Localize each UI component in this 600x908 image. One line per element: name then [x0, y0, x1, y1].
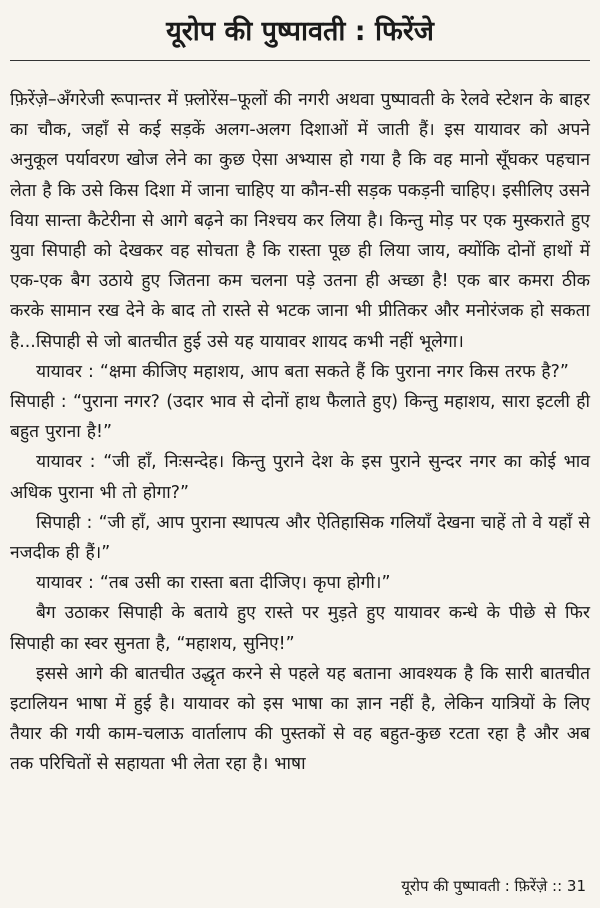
paragraph-1: फ़िरेंज़े–अँगरेजी रूपान्तर में फ़्लोरेंस–फूलों की नगरी अथवा पुष्पावती के रेलवे स्टेशन के बाहर का चौक, जहाँ से कई सड़कें अलग-अलग दिशाओं में जाती हैं। इस यायावर को अपने अनुकूल पर्यावरण खोज लेने का कुछ ऐसा अभ्यास हो गया है कि वह मानो सूँघकर पहचान लेता है कि उसे किस दिशा में जाना चाहिए या कौन-सी सड़क पकड़नी चाहिए। इसीलिए उसने विया सान्ता कैटेरीना से आगे बढ़ने का निश्चय कर लिया है। किन्तु मोड़ पर एक मुस्कराते हुए युवा सिपाही को देखकर वह सोचता है कि रास्ता पूछ ही लिया जाय, क्योंकि दोनों हाथों में एक-एक बैग उठाये हुए जितना कम चलना पड़े उतना ही अच्छा है! एक बार कमरा ठीक करके सामान रख देने के बाद तो रास्ते से भटक जाना भी प्रीतिकर और मनोरंजक हो सकता है...सिपाही से जो बातचीत हुई उसे यह यायावर शायद कभी नहीं भूलेगा।: [10, 90, 590, 352]
paragraph-6: यायावर : “तब उसी का रास्ता बता दीजिए। कृपा होगी।”: [36, 573, 391, 594]
page-footer: यूरोप की पुष्पावती : फ़िरेंज़े :: 31: [401, 877, 586, 895]
paragraph-2: यायावर : “क्षमा कीजिए महाशय, आप बता सकते हैं कि पुराना नगर किस तरफ है?”: [36, 361, 569, 382]
title-divider: [10, 60, 590, 61]
page-title: यूरोप की पुष्पावती : फिरेंजे: [166, 16, 434, 47]
paragraph-5: सिपाही : “जी हाँ, आप पुराना स्थापत्य और ऐतिहासिक गलियाँ देखना चाहें तो वे यहाँ से नजदीक ही हैं।”: [10, 512, 590, 564]
paragraph-4: यायावर : “जी हाँ, निःसन्देह। किन्तु पुराने देश के इस पुराने सुन्दर नगर का कोई भाव अधिक पुराना भी तो होगा?”: [10, 452, 590, 503]
paragraph-7: बैग उठाकर सिपाही के बताये हुए रास्ते पर मुड़ते हुए यायावर कन्धे के पीछे से फिर सिपाही का स्वर सुनता है, “महाशय, सुनिए!”: [10, 603, 590, 654]
paragraph-8: इससे आगे की बातचीत उद्धृत करने से पहले यह बताना आवश्यक है कि सारी बातचीत इटालियन भाषा में हुई है। यायावर को इस भाषा का ज्ञान नहीं है, लेकिन यात्रियों के लिए तैयार की गयी काम-चलाऊ वार्तालाप की पुस्तकों से वह बहुत-कुछ रटता रहा है और अब तक परिचितों से सहायता भी लेता रहा है। भाषा: [10, 663, 590, 775]
paragraph-3: सिपाही : “पुराना नगर? (उदार भाव से दोनों हाथ फैलाते हुए) किन्तु महाशय, सारा इटली ही बहुत पुराना है!”: [10, 392, 590, 443]
body-text: [10, 85, 590, 780]
